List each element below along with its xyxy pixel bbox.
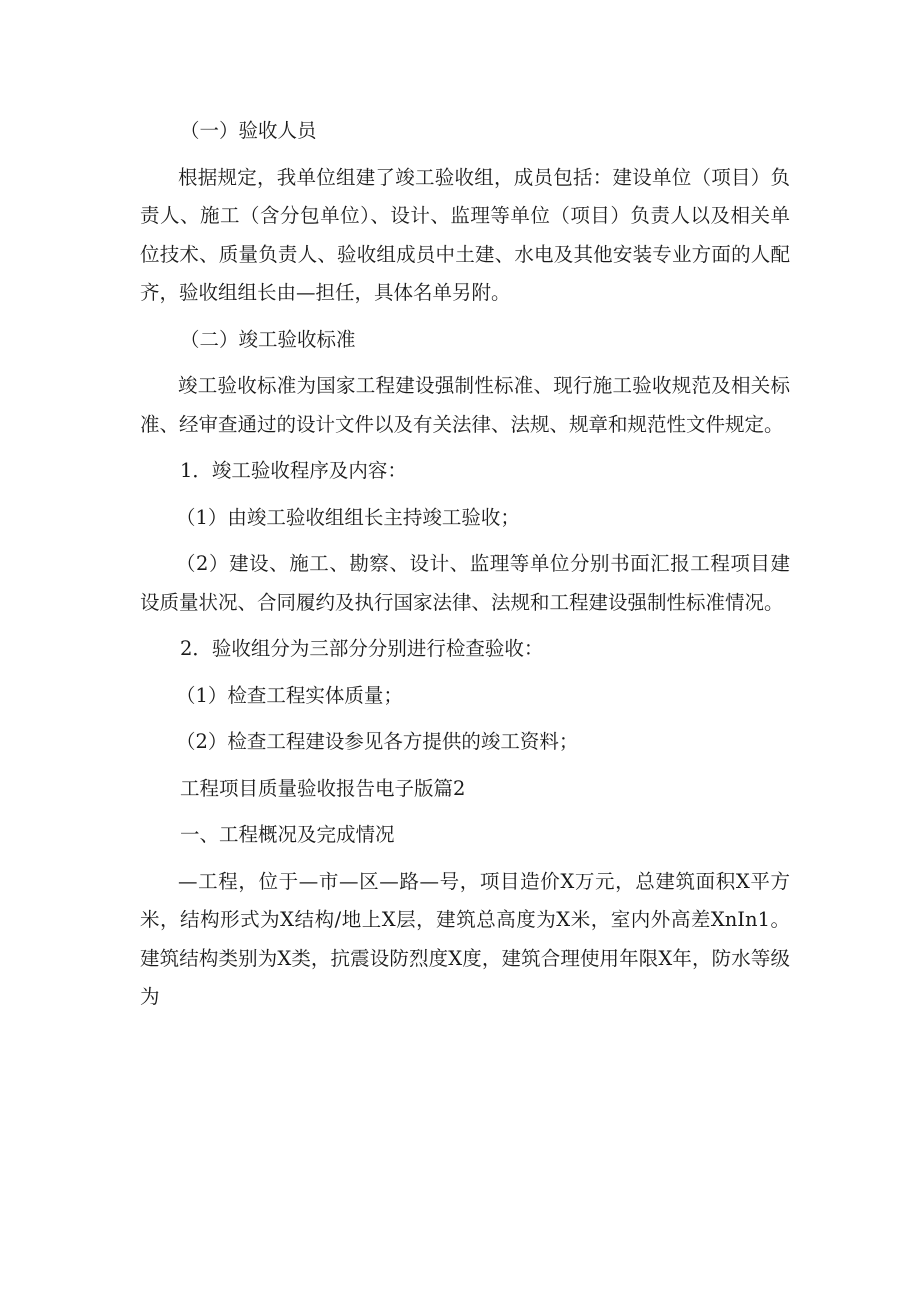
sub-item-report: （2）建设、施工、勘察、设计、监理等单位分别书面汇报工程项目建设质量状况、合同履约及执行国家法律、法规和工程建设强制性标准情况。 (140, 552, 790, 614)
section-heading-standard: （二）竣工验收标准 (180, 327, 356, 351)
sub-item-host: （1）由竣工验收组组长主持竣工验收； (176, 505, 520, 529)
paragraph-overview: —工程，位于—市—区—路—号，项目造价X万元，总建筑面积X平方米，结构形式为X结构/地上X层，建筑总高度为X米，室内外高差XnIn1。建筑结构类别为X类，抗震设防烈度X度，建筑合理使用年限X年，防水等级为 (140, 869, 790, 1008)
article-title: 工程项目质量验收报告电子版篇2 (180, 776, 466, 800)
document-page (140, 112, 790, 1025)
section-heading-personnel: （一）验收人员 (180, 119, 317, 142)
paragraph-personnel: 根据规定，我单位组建了竣工验收组，成员包括：建设单位（项目）负责人、施工（含分包单位）、设计、监理等单位（项目）负责人以及相关单位技术、质量负责人、验收组成员中土建、水电及其他安装专业方面的人配齐，验收组组长由—担任，具体名单另附。 (140, 165, 790, 304)
section-heading-overview: 一、工程概况及完成情况 (180, 823, 395, 846)
numbered-item-inspection: 2．验收组分为三部分分别进行检查验收： (180, 637, 544, 660)
sub-item-documents: （2）检查工程建设参见各方提供的竣工资料； (176, 730, 579, 753)
sub-item-entity-quality: （1）检查工程实体质量； (176, 683, 403, 707)
numbered-item-procedure: 1．竣工验收程序及内容： (180, 459, 407, 482)
paragraph-standard: 竣工验收标准为国家工程建设强制性标准、现行施工验收规范及相关标准、经审查通过的设计文件以及有关法律、法规、规章和规范性文件规定。 (140, 374, 790, 436)
